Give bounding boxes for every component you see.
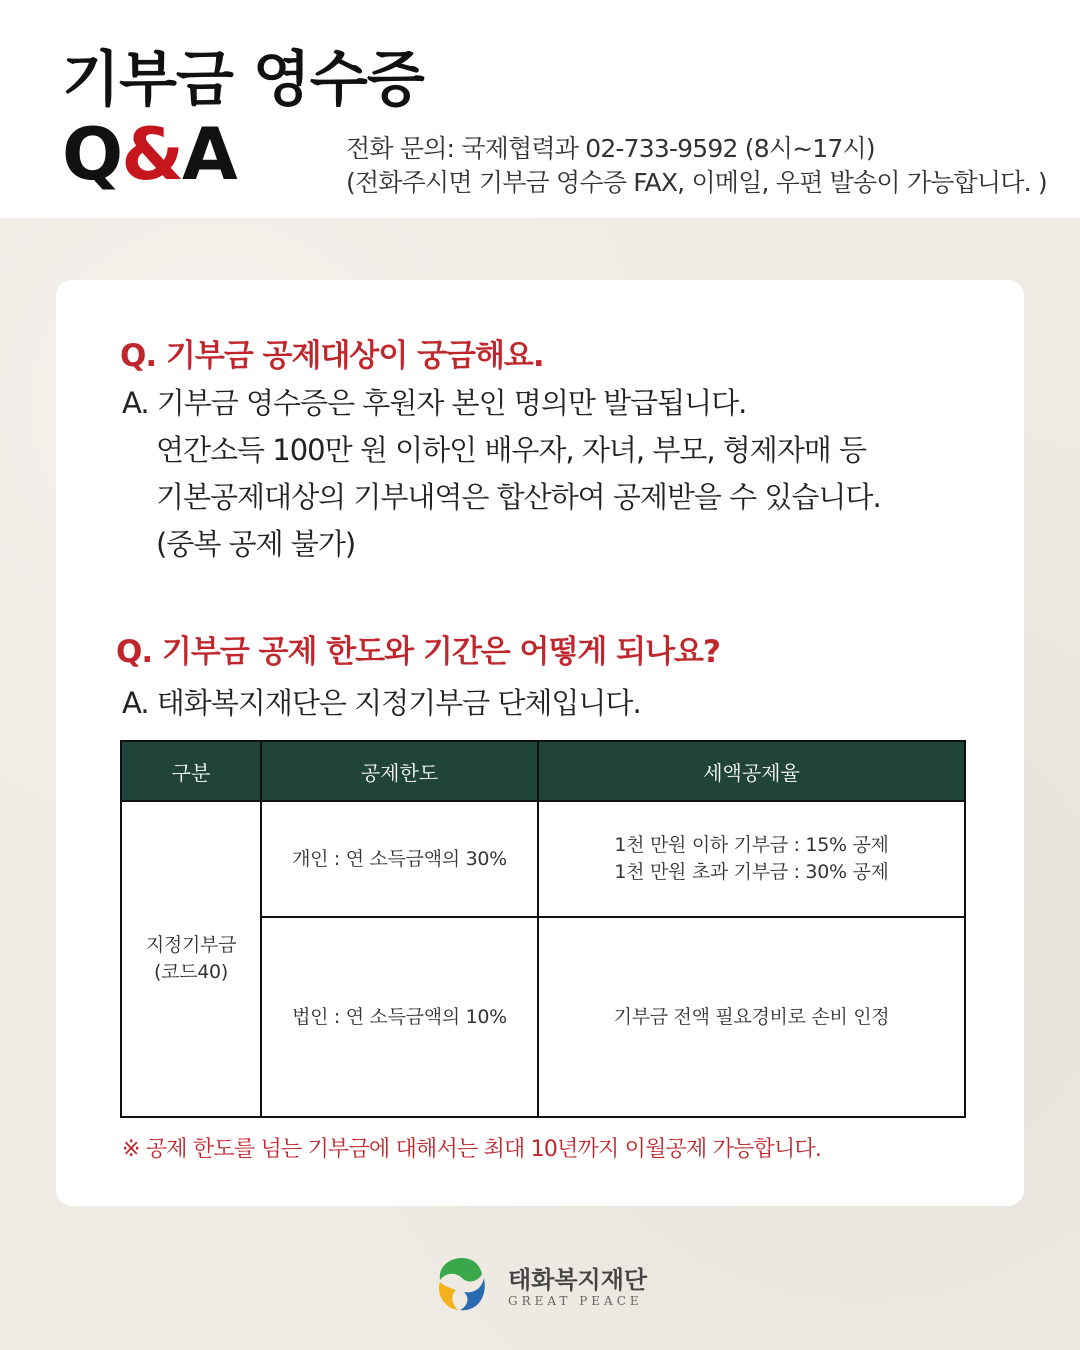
header-rate: 세액공제율: [538, 741, 965, 801]
rate-line: 1천 만원 초과 기부금 : 30% 공제: [614, 861, 889, 883]
contact-info: [346, 132, 1047, 200]
taehwa-logo-icon: [428, 1252, 496, 1316]
question-2: Q. 기부금 공제 한도와 기간은 어떻게 되나요?: [116, 634, 720, 670]
title-ampersand: &: [121, 112, 183, 196]
title-a: A: [182, 112, 236, 196]
footnote: ※ 공제 한도를 넘는 기부금에 대해서는 최대 10년까지 이월공제 가능합니다.: [122, 1137, 822, 1162]
answer-1-line-3: 기본공제대상의 기부내역은 합산하여 공제받을 수 있습니다.: [156, 480, 881, 514]
answer-1-line-1: A. 기부금 영수증은 후원자 본인 명의만 발급됩니다.: [122, 386, 747, 420]
answer-2: A. 태화복지재단은 지정기부금 단체입니다.: [122, 686, 641, 720]
answer-1-line-4: (중복 공제 불가): [156, 527, 356, 561]
answer-1-line-2: 연간소득 100만 원 이하인 배우자, 자녀, 부모, 형제자매 등: [156, 433, 867, 467]
logo-subtitle: GREAT PEACE: [508, 1294, 643, 1308]
qa-card: [56, 280, 1024, 1206]
category-code: (코드40): [154, 961, 228, 983]
category-name: 지정기부금: [145, 934, 237, 956]
foundation-logo: [428, 1252, 658, 1316]
rate-line: 1천 만원 이하 기부금 : 15% 공제: [614, 834, 889, 856]
question-1: Q. 기부금 공제대상이 궁금해요.: [120, 338, 544, 374]
contact-note: (전화주시면 기부금 영수증 FAX, 이메일, 우편 발송이 가능합니다. ): [346, 168, 1047, 197]
rate-cell: 기부금 전액 필요경비로 손비 인정: [538, 917, 965, 1117]
limit-cell: 법인 : 연 소득금액의 10%: [261, 917, 538, 1117]
limit-cell: 개인 : 연 소득금액의 30%: [261, 801, 538, 917]
contact-phone: 전화 문의: 국제협력과 02-733-9592 (8시~17시): [346, 134, 875, 163]
header-category: 구분: [121, 741, 261, 801]
header-limit: 공제한도: [261, 741, 538, 801]
table-header-row: [121, 741, 965, 801]
category-cell: [121, 801, 261, 1117]
table-row: [121, 801, 965, 917]
title-q: Q: [62, 112, 122, 196]
answer-1: [122, 380, 881, 568]
header: [0, 0, 1080, 218]
page-subtitle-qa: [62, 112, 236, 196]
logo-name: 태화복지재단: [508, 1266, 648, 1294]
rate-cell: [538, 801, 965, 917]
page-title: 기부금 영수증: [62, 45, 424, 115]
deduction-table: [120, 740, 966, 1118]
